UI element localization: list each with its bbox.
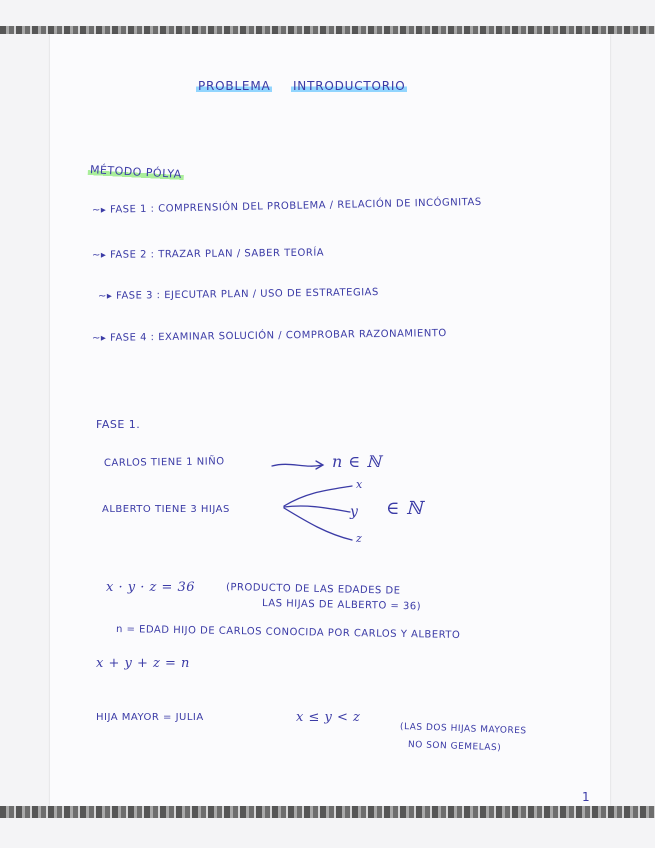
carlos-set: n ∈ ℕ xyxy=(332,452,382,471)
hija-mayor: HIJA MAYOR = JULIA xyxy=(96,712,204,723)
phase-item-3: ~▸ FASE 3 : EJECUTAR PLAN / USO DE ESTRATEGIAS xyxy=(97,287,379,302)
page-title xyxy=(196,79,407,93)
var-y: y xyxy=(350,504,359,520)
product-note-line-2: LAS HIJAS DE ALBERTO = 36) xyxy=(261,598,422,613)
scan-edge-top xyxy=(0,26,655,34)
product-equation: x · y · z = 36 xyxy=(106,580,196,595)
method-heading: MÉTODO PÓLYA xyxy=(89,163,183,181)
n-definition: n = EDAD HIJO DE CARLOS CONOCIDA POR CARLOS Y ALBERTO xyxy=(115,624,461,642)
alberto-set: ∈ ℕ xyxy=(386,498,423,519)
title-word-1: PROBLEMA xyxy=(198,79,271,93)
phase-item-4: ~▸ FASE 4 : EXAMINAR SOLUCIÓN / COMPROBAR RAZONAMIENTO xyxy=(91,328,447,344)
sum-equation: x + y + z = n xyxy=(96,656,190,671)
alberto-statement: ALBERTO TIENE 3 HIJAS xyxy=(102,504,230,515)
scan-edge-bottom xyxy=(0,806,655,818)
product-note-line-1: (PRODUCTO DE LAS EDADES DE xyxy=(225,582,401,597)
twins-note-line-1: (LAS DOS HIJAS MAYORES xyxy=(399,722,527,737)
phase1-label: FASE 1. xyxy=(96,418,141,431)
inequality: x ≤ y < z xyxy=(296,710,361,725)
page-number: 1 xyxy=(582,790,591,804)
phase-item-1: ~▸ FASE 1 : COMPRENSIÓN DEL PROBLEMA / RELACIÓN DE INCÓGNITAS xyxy=(91,196,482,216)
phase-item-2: ~▸ FASE 2 : TRAZAR PLAN / SABER TEORÍA xyxy=(91,247,325,261)
title-word-2: INTRODUCTORIO xyxy=(292,79,406,93)
carlos-statement: CARLOS TIENE 1 NIÑO xyxy=(103,456,225,469)
arrow-icon xyxy=(270,457,330,473)
var-z: z xyxy=(356,532,363,545)
twins-note-line-2: NO SON GEMELAS) xyxy=(407,740,502,754)
var-x: x xyxy=(356,478,363,491)
